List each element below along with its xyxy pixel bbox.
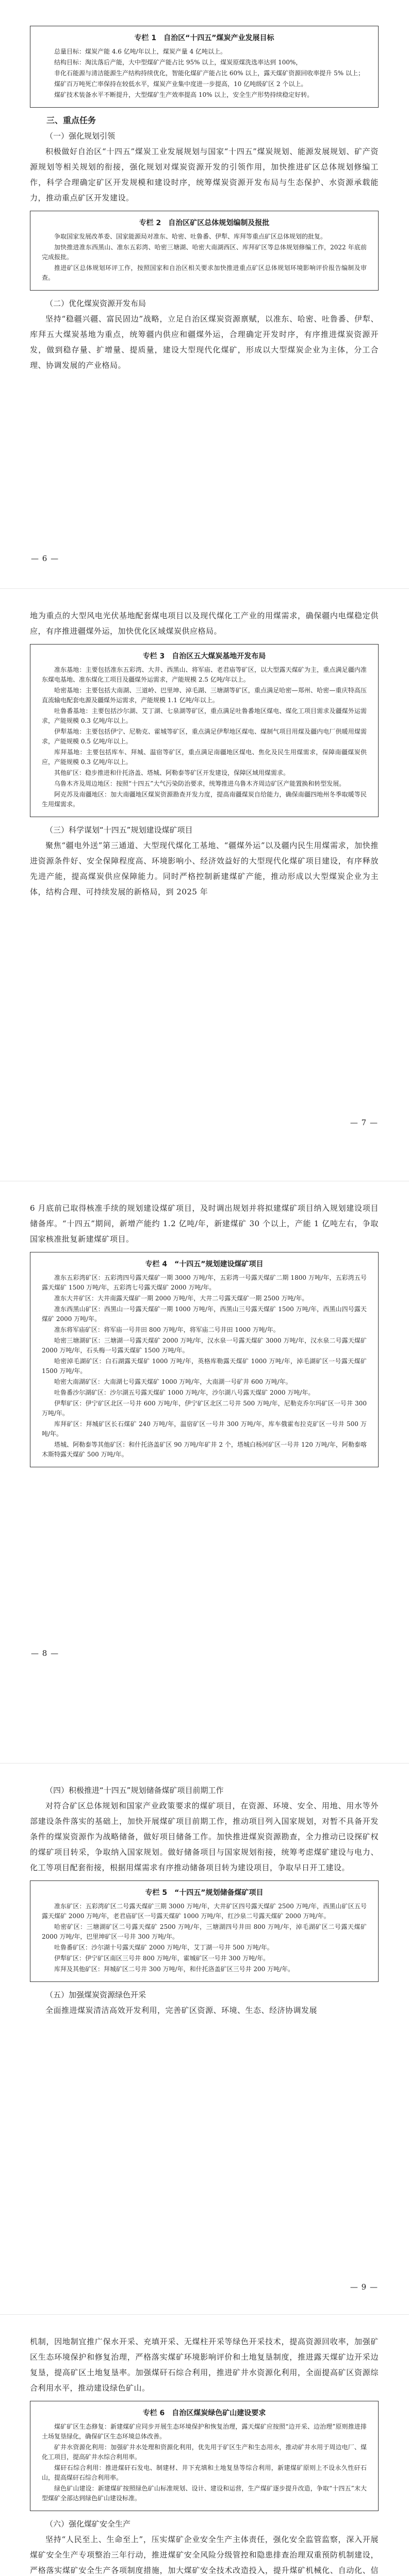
box-5-line: 库拜及其他矿区：拜城矿区二号井 300 万吨/年，和什托洛盖矿区三号井 200 万吨/年。	[54, 1965, 295, 1973]
box-2-line: 争取国家发展改革委、国家能源局对准东、哈密、吐鲁番、伊犁、库拜等重点矿区总体规划的批复。	[54, 233, 327, 240]
box-5-line: 伊犁矿区：伊宁矿区南区三号井 800 万吨/年，霍城矿区一号井 300 万吨/年。	[54, 1955, 270, 1962]
box-5-line: 吐鲁番矿区：沙尔湖十号露天煤矿 2000 万吨/年，艾丁湖一号井 500 万吨/年。	[54, 1944, 273, 1951]
box-4-line: 准东大井矿区：大井南露天煤矿一期 2000 万吨/年，大井二号露天煤矿一期 2500 万吨/年。	[54, 1295, 308, 1302]
box-3-line: 阿克苏及南疆地区：加大南疆地区煤炭资源勘查开发力度，提高南疆煤炭自给能力，确保南疆四地州冬季取暖等民生用煤需求。	[42, 791, 367, 808]
box-5-title: 专栏 5 “十四五”规划储备煤矿项目	[145, 1889, 264, 1897]
page-8	[0, 1185, 409, 1762]
paragraph: 对符合矿区总体规划和国家产业政策要求的煤矿项目，在资源、环境、安全、用地、用水等外部建设条件落实的基础上，加快开展煤矿项目前期工作，推动项目列入国家规划，对暂不具备开发条件的煤炭资源作为战略储备，做好项目储备工作。加快推进煤炭资源勘查，全力推动已设探矿权的煤矿项目转采，争取纳入国家规划。做好储备项目与国家规划衔接，统筹考虑煤矿建设与电力、化工等项目配套衔接，根据用煤需求有序推动储备项目转为建设项目，争取早日开工建设。	[30, 1801, 379, 1872]
subsection-heading: （一）强化规划引领	[45, 131, 116, 141]
box-2-title: 专栏 2 自治区矿区总体规划编制及报批	[139, 219, 270, 227]
box-5	[30, 1880, 379, 1982]
box-6-line: 煤矿矿区生态修复：新建煤矿应同步开展生态环境保护和恢复治理，露天煤矿应按照“边开采、边治理”原则推进排土场复垦绿化，确保矿区生态环境总体改善。	[42, 2423, 367, 2440]
page-divider	[0, 1763, 409, 1764]
subsection-heading: （三）科学谋划“十四五”规划建设煤矿项目	[45, 825, 193, 835]
subsection-heading: （四）积极推进“十四五”规划储备煤矿项目前期工作	[45, 1786, 224, 1795]
subsection-heading: （五）加强煤炭资源绿色开采	[45, 1990, 146, 1999]
subsection-heading: （六）强化煤矿安全生产	[45, 2519, 131, 2529]
box-6-title: 专栏 6 自治区煤炭绿色矿山建设要求	[142, 2409, 266, 2417]
box-1-line: 煤矿技术装备水平不断提升，大型煤矿生产效率提高 10% 以上，安全生产形势持续稳定好转。	[54, 91, 314, 98]
page-10	[0, 2318, 409, 2576]
paragraph: 聚焦“疆电外送”第三通道、大型现代煤化工基地、“疆煤外运”以及疆内民生用煤需求，加快推进资源条件好、安全保障程度高、环境影响小、经济效益好的大型现代化煤矿项目建设，有序释放先进产能，提高煤炭供应保障能力。同时严格控制新建煤矿产能，推动形成以大型煤炭企业为主体，结构合理、可持续发展的新格局，到 2025 年	[30, 841, 379, 896]
page-divider	[0, 588, 409, 589]
page-7	[0, 592, 409, 1180]
box-2	[30, 211, 379, 291]
box-6	[30, 2401, 379, 2511]
box-1-line: 非化石能源与清洁能源生产结构持续优化，智能化煤矿产能占比 60% 以上，露天煤矿资源回收率提升 5% 以上；	[54, 70, 364, 77]
paragraph: 机制，因地制宜推广保水开采、充填开采、无煤柱开采等绿色开采技术，提高资源回收率，加强矿区生态环境保护和修复治理，严格落实煤矿环境影响评价和土地复垦制度，推进露天煤矿边开采边复垦，提高矿区土地复垦率。加强煤矸石综合利用，推进矿井水资源化利用，全面提高矿区资源综合利用水平，推动建设绿色矿山。	[30, 2337, 379, 2393]
box-4-line: 伊犁矿区：伊宁矿区北区一号井 600 万吨/年，伊宁矿区北区二号井 500 万吨/年，尼勒克乔尔玛矿区一号井 300 万吨/年。	[42, 1400, 367, 1417]
page-number: — 7 —	[350, 1118, 378, 1127]
box-5-line: 准东矿区：五彩湾矿区二号露天煤矿三期 3000 万吨/年，大井矿区四号露天煤矿 2500 万吨/年，西黑山矿区五号露天煤矿 2000 万吨/年，老君庙矿区一号露天煤矿 1000 万吨/年，红沙泉二号露天煤矿 2000 万吨/年。	[42, 1903, 367, 1920]
paragraph: 6 月底前已取得核准手续的规划建设煤矿项目，及时调出规划并将拟建煤矿项目纳入规划建设项目储备库。“十四五”期间，新增产能约 1.2 亿吨/年，新建煤矿 30 个以上，产能 1 亿吨左右，争取国家核准批复新建煤矿项目。	[30, 1204, 379, 1244]
box-4-line: 哈密三塘湖矿区：三塘湖一号露天煤矿 2000 万吨/年，汉水泉一号露天煤矿 3000 万吨/年，汉水泉二号露天煤矿 2000 万吨/年，石头梅一号露天煤矿 1500 万吨/年。	[42, 1337, 367, 1354]
box-4-line: 准东将军庙矿区：将军庙一号井田 800 万吨/年，将军庙二号井田 1000 万吨/年。	[54, 1326, 280, 1333]
box-3-line: 其他矿区：稳步推进和什托洛盖、塔城、阿勒泰等矿区开发建设，保障区域用煤需求。	[54, 769, 290, 776]
box-3-title: 专栏 3 自治区五大煤炭基地开发布局	[142, 652, 266, 660]
box-6-line: 矿井水资源化利用：加强矿井水处理和资源化利用，优先用于矿区生产和生态用水，推动矿井水用于周边电厂、煤化工项目，提高矿井水综合利用率。	[42, 2444, 367, 2461]
box-6-line: 煤矸石综合利用：推进煤矸石发电、制建材、井下充填和土地复垦等综合利用，新建煤矿原则上不设永久性矸石山，提高煤矸石综合利用率。	[42, 2464, 367, 2481]
box-3-line: 库拜基地：主要包括库车、拜城、温宿等矿区，重点满足南疆地区煤电、焦化及民生用煤需求，保障南疆煤炭供应，产能规模 0.3 亿吨/年以上。	[42, 749, 367, 766]
box-4-line: 哈密淖毛湖矿区：白石湖露天煤矿 1000 万吨/年，英格库勒露天煤矿 1000 万吨/年，淖毛湖矿区一号露天煤矿 1500 万吨/年。	[42, 1358, 367, 1375]
paragraph: 积极做好自治区“十四五”煤炭工业发展规划与国家“十四五”煤炭规划、能源发展规划、矿产资源规划等相关规划的衔接，强化规划对煤炭资源开发的引领作用，加快推进矿区总体规划修编工作，科学合理确定矿区开发规模和建设时序，统筹煤炭资源开发布局与生态保护、水资源承载能力，推动重点矿区开发建设。	[30, 147, 379, 202]
box-6-line: 绿色矿山建设：新建煤矿按照绿色矿山标准规划、设计、建设和运营，生产煤矿逐步提升改造，争取“十四五”末大型煤矿全部达到绿色矿山建设标准。	[42, 2485, 367, 2502]
paragraph: 全面推进煤炭清洁高效开发利用，完善矿区资源、环境、生态、经济协调发展	[45, 2006, 318, 2015]
box-2-line: 加快推进准东西黑山、准东五彩湾、哈密三塘湖、哈密大南湖西区、库拜矿区等总体规划修编工作，2022 年底前完成报批。	[42, 244, 367, 261]
box-3-line: 吐鲁番基地：主要包括沙尔湖、艾丁湖、七泉湖等矿区，重点满足吐鲁番地区煤电、煤化工项目需求及疆煤外运需求，产能规模 0.3 亿吨/年以上。	[42, 707, 367, 724]
box-3-line: 乌鲁木齐及周边地区：按照“十四五”大气污染防治要求，统筹推进乌鲁木齐周边矿区产能置换和转型发展。	[54, 780, 346, 787]
paragraph: 地为重点的大型风电光伏基地配套煤电项目以及现代煤化工产业的用煤需求，确保疆内电煤稳定供应，有序推进疆煤外运，加快优化区域煤炭供应格局。	[30, 611, 379, 636]
box-1-line: 煤矿百万吨死亡率保持在较低水平，煤炭产业集中度进一步提高，10 亿吨级矿区 2 个以上。	[54, 80, 307, 88]
box-4-title: 专栏 4 “十四五”规划建设煤矿项目	[145, 1260, 264, 1268]
box-3-line: 哈密基地：主要包括大南湖、三道岭、巴里坤、淖毛湖、三塘湖等矿区，重点满足哈密—郑州、哈密—重庆特高压直流输电配套电源及疆煤外运需求，产能规模 1.1 亿吨/年以上。	[42, 687, 367, 704]
subsection-heading: （二）优化煤炭资源开发布局	[45, 299, 146, 308]
box-3	[30, 644, 379, 817]
page-9	[0, 1767, 409, 2313]
box-4-line: 库拜矿区：拜城矿区长石煤矿 240 万吨/年，温宿矿区一号井 300 万吨/年，库车俄霍布拉克矿区一号井 500 万吨/年。	[42, 1420, 367, 1437]
page-6	[0, 0, 409, 587]
page-number: — 9 —	[350, 2282, 378, 2292]
box-1-line: 结构目标：淘汰落后产能，大中型煤矿产能占比 95% 以上，煤炭原煤洗选率达到 100%，	[54, 59, 302, 66]
box-1-line: 总量目标：煤炭产能 4.6 亿吨/年以上，煤炭产量 4 亿吨以上。	[54, 48, 227, 55]
box-4-line: 塔城、阿勒泰等其他矿区：和什托洛盖矿区 90 万吨/年矿井 2 个，塔城白杨河矿区一号井 120 万吨/年，阿勒泰喀木斯特露天煤矿 500 万吨/年。	[42, 1441, 367, 1458]
box-4-line: 哈密大南湖矿区：大南湖七号露天煤矿 1000 万吨/年，大南湖一号矿井 600 万吨/年。	[54, 1378, 292, 1385]
box-1	[30, 26, 379, 108]
paragraph: 坚持“人民至上、生命至上”，压实煤矿企业安全生产主体责任，强化安全监管监察，深入开展煤矿安全生产专项整治三年行动，推进煤矿安全风险分级管控和隐患排查治理双重预防机制建设，严格落实煤矿安全生产各项制度措施，加大煤矿安全技术改造投入，提升煤矿机械化、自动化、信	[30, 2535, 379, 2575]
section-heading: 三、重点任务	[46, 115, 96, 125]
box-3-line: 准东基地：主要包括准东五彩湾、大井、西黑山、将军庙、老君庙等矿区，以大型露天煤矿为主，重点满足疆内准东煤电基地、准东煤化工项目及疆煤外运需求，产能规模 2.5 亿吨/年以上。	[42, 666, 367, 683]
page-number: — 6 —	[31, 554, 59, 563]
box-4-line: 准东五彩湾矿区：五彩湾四号露天煤矿一期 3000 万吨/年，五彩湾一号露天煤矿二期 1800 万吨/年，五彩湾五号露天煤矿 1500 万吨/年，五彩湾七号露天煤矿 2000 万吨/年。	[42, 1274, 367, 1291]
paragraph: 坚持“稳疆兴疆、富民固边”战略，立足自治区煤炭资源禀赋，以准东、哈密、吐鲁番、伊犁、库拜五大煤炭基地为重点，统筹疆内供应和疆煤外运，合理确定开发时序，有序推进煤炭资源开发，做到稳存量、扩增量、提质量，建设大型现代化煤矿，形成以大型煤炭企业为主体，分工合理、协调发展的产业格局。	[30, 314, 379, 370]
box-5-line: 哈密矿区：三塘湖矿区二号露天煤矿 2500 万吨/年，三塘湖四号井田 800 万吨/年，淖毛湖矿区二号露天煤矿 2000 万吨/年，巴里坤矿区一号井 300 万吨/年。	[42, 1923, 367, 1940]
box-4-line: 吐鲁番沙尔湖矿区：沙尔湖五号露天煤矿 1000 万吨/年，沙尔湖八号露天煤矿 2000 万吨/年。	[54, 1389, 315, 1396]
page-number: — 8 —	[31, 1649, 59, 1658]
box-3-line: 伊犁基地：主要包括伊宁、尼勒克、霍城等矿区，重点满足伊犁地区煤电、煤制气项目用煤及疆内电厂供暖用煤需求，产能规模 0.5 亿吨/年以上。	[42, 728, 367, 745]
box-4	[30, 1252, 379, 1467]
box-2-line: 推进矿区总体规划环评工作，按照国家和自治区相关要求加快推进重点矿区总体规划环境影响评价报告编制及审查。	[42, 264, 367, 281]
box-1-title: 专栏 1 自治区“十四五”煤炭产业发展目标	[134, 34, 274, 42]
page-divider	[0, 2314, 409, 2315]
box-4-line: 准东西黑山矿区：西黑山一号露天煤矿一期 1000 万吨/年，西黑山三号露天煤矿 1500 万吨/年，西黑山四号露天煤矿 2000 万吨/年。	[42, 1306, 367, 1323]
